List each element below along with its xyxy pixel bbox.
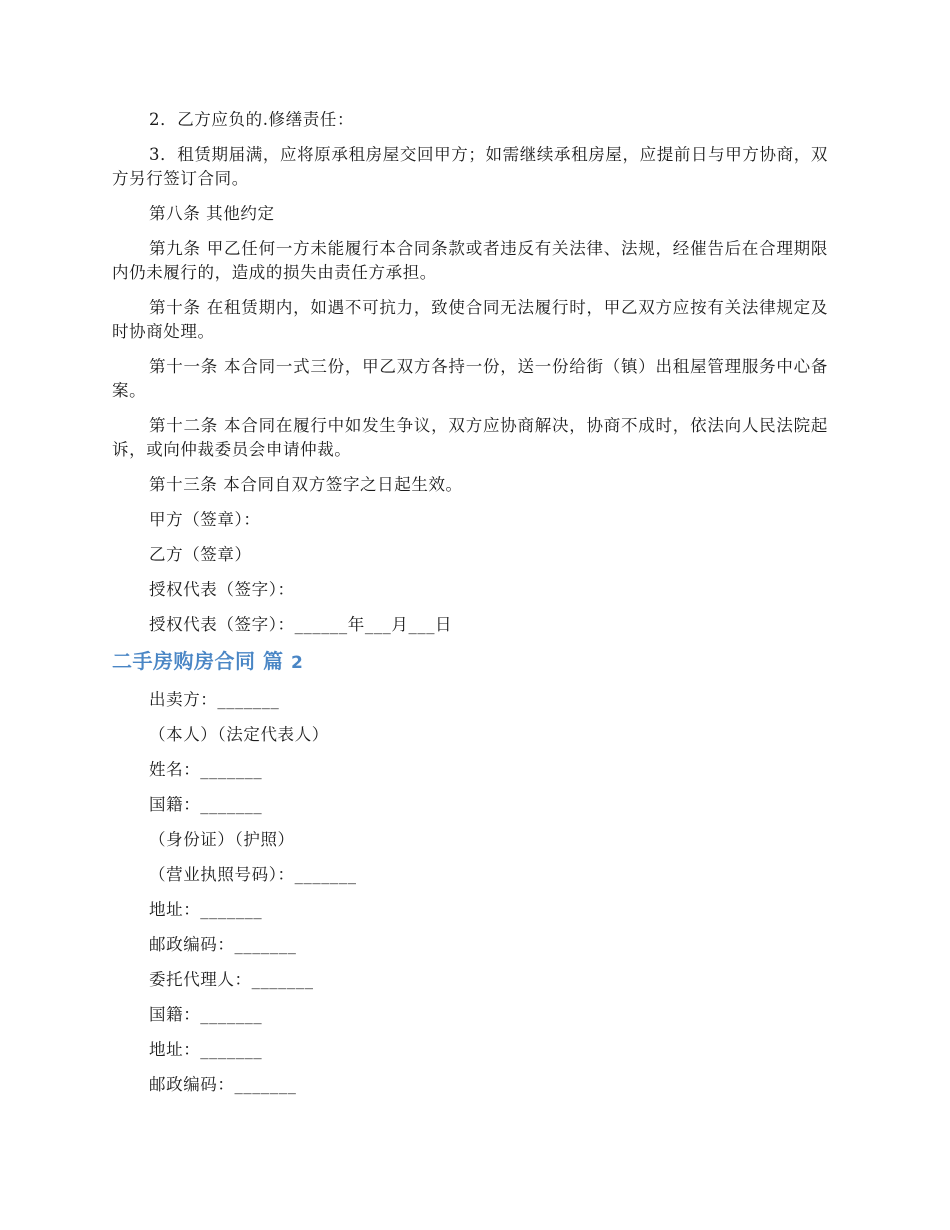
form-line: 地址：_______ [149,1040,263,1059]
paragraph: 第十二条 本合同在履行中如发生争议，双方应协商解决，协商不成时，依法向人民法院起诉，或向仲裁委员会申请仲裁。 [112,416,828,459]
section-number: 2 [290,653,304,673]
form-line: 国籍：_______ [149,1005,263,1024]
form-line: 甲方（签章）： [149,510,261,529]
form-line: 授权代表（签字）：______年___月___日 [149,615,453,634]
form-line: 乙方（签章） [149,545,252,564]
contract-part-1 [112,108,828,637]
paragraph: 第八条 其他约定 [149,204,275,223]
form-line: 授权代表（签字）： [149,580,295,599]
section-title-text: 二手房购房合同 篇 [112,649,284,673]
contract-part-2 [112,688,828,1097]
paragraph: 第十条 在租赁期内，如遇不可抗力，致使合同无法履行时，甲乙双方应按有关法律规定及时协商处理。 [112,298,828,341]
paragraph: 第九条 甲乙任何一方未能履行本合同条款或者违反有关法律、法规，经催告后在合理期限内仍未履行的，造成的损失由责任方承担。 [112,239,828,282]
form-line: 邮政编码：_______ [149,935,297,954]
paragraph: 2．乙方应负的.修缮责任： [149,110,355,129]
paragraph: 3．租赁期届满，应将原承租房屋交回甲方；如需继续承租房屋，应提前日与甲方协商，双方另行签订合同。 [112,145,828,188]
form-line: 邮政编码：_______ [149,1075,297,1094]
paragraph: 第十三条 本合同自双方签字之日起生效。 [149,475,463,494]
form-line: 委托代理人：_______ [149,970,314,989]
form-line: （身份证）（护照） [149,830,295,849]
section-title [112,648,828,676]
form-line: 地址：_______ [149,900,263,919]
paragraph: 第十一条 本合同一式三份，甲乙双方各持一份，送一份给街（镇）出租屋管理服务中心备案。 [112,357,828,400]
document-page [112,108,828,1108]
form-line: 出卖方：_______ [149,690,280,709]
form-line: （营业执照号码）：_______ [149,865,357,884]
form-line: （本人）（法定代表人） [149,725,329,744]
form-line: 国籍：_______ [149,795,263,814]
form-line: 姓名：_______ [149,760,263,779]
